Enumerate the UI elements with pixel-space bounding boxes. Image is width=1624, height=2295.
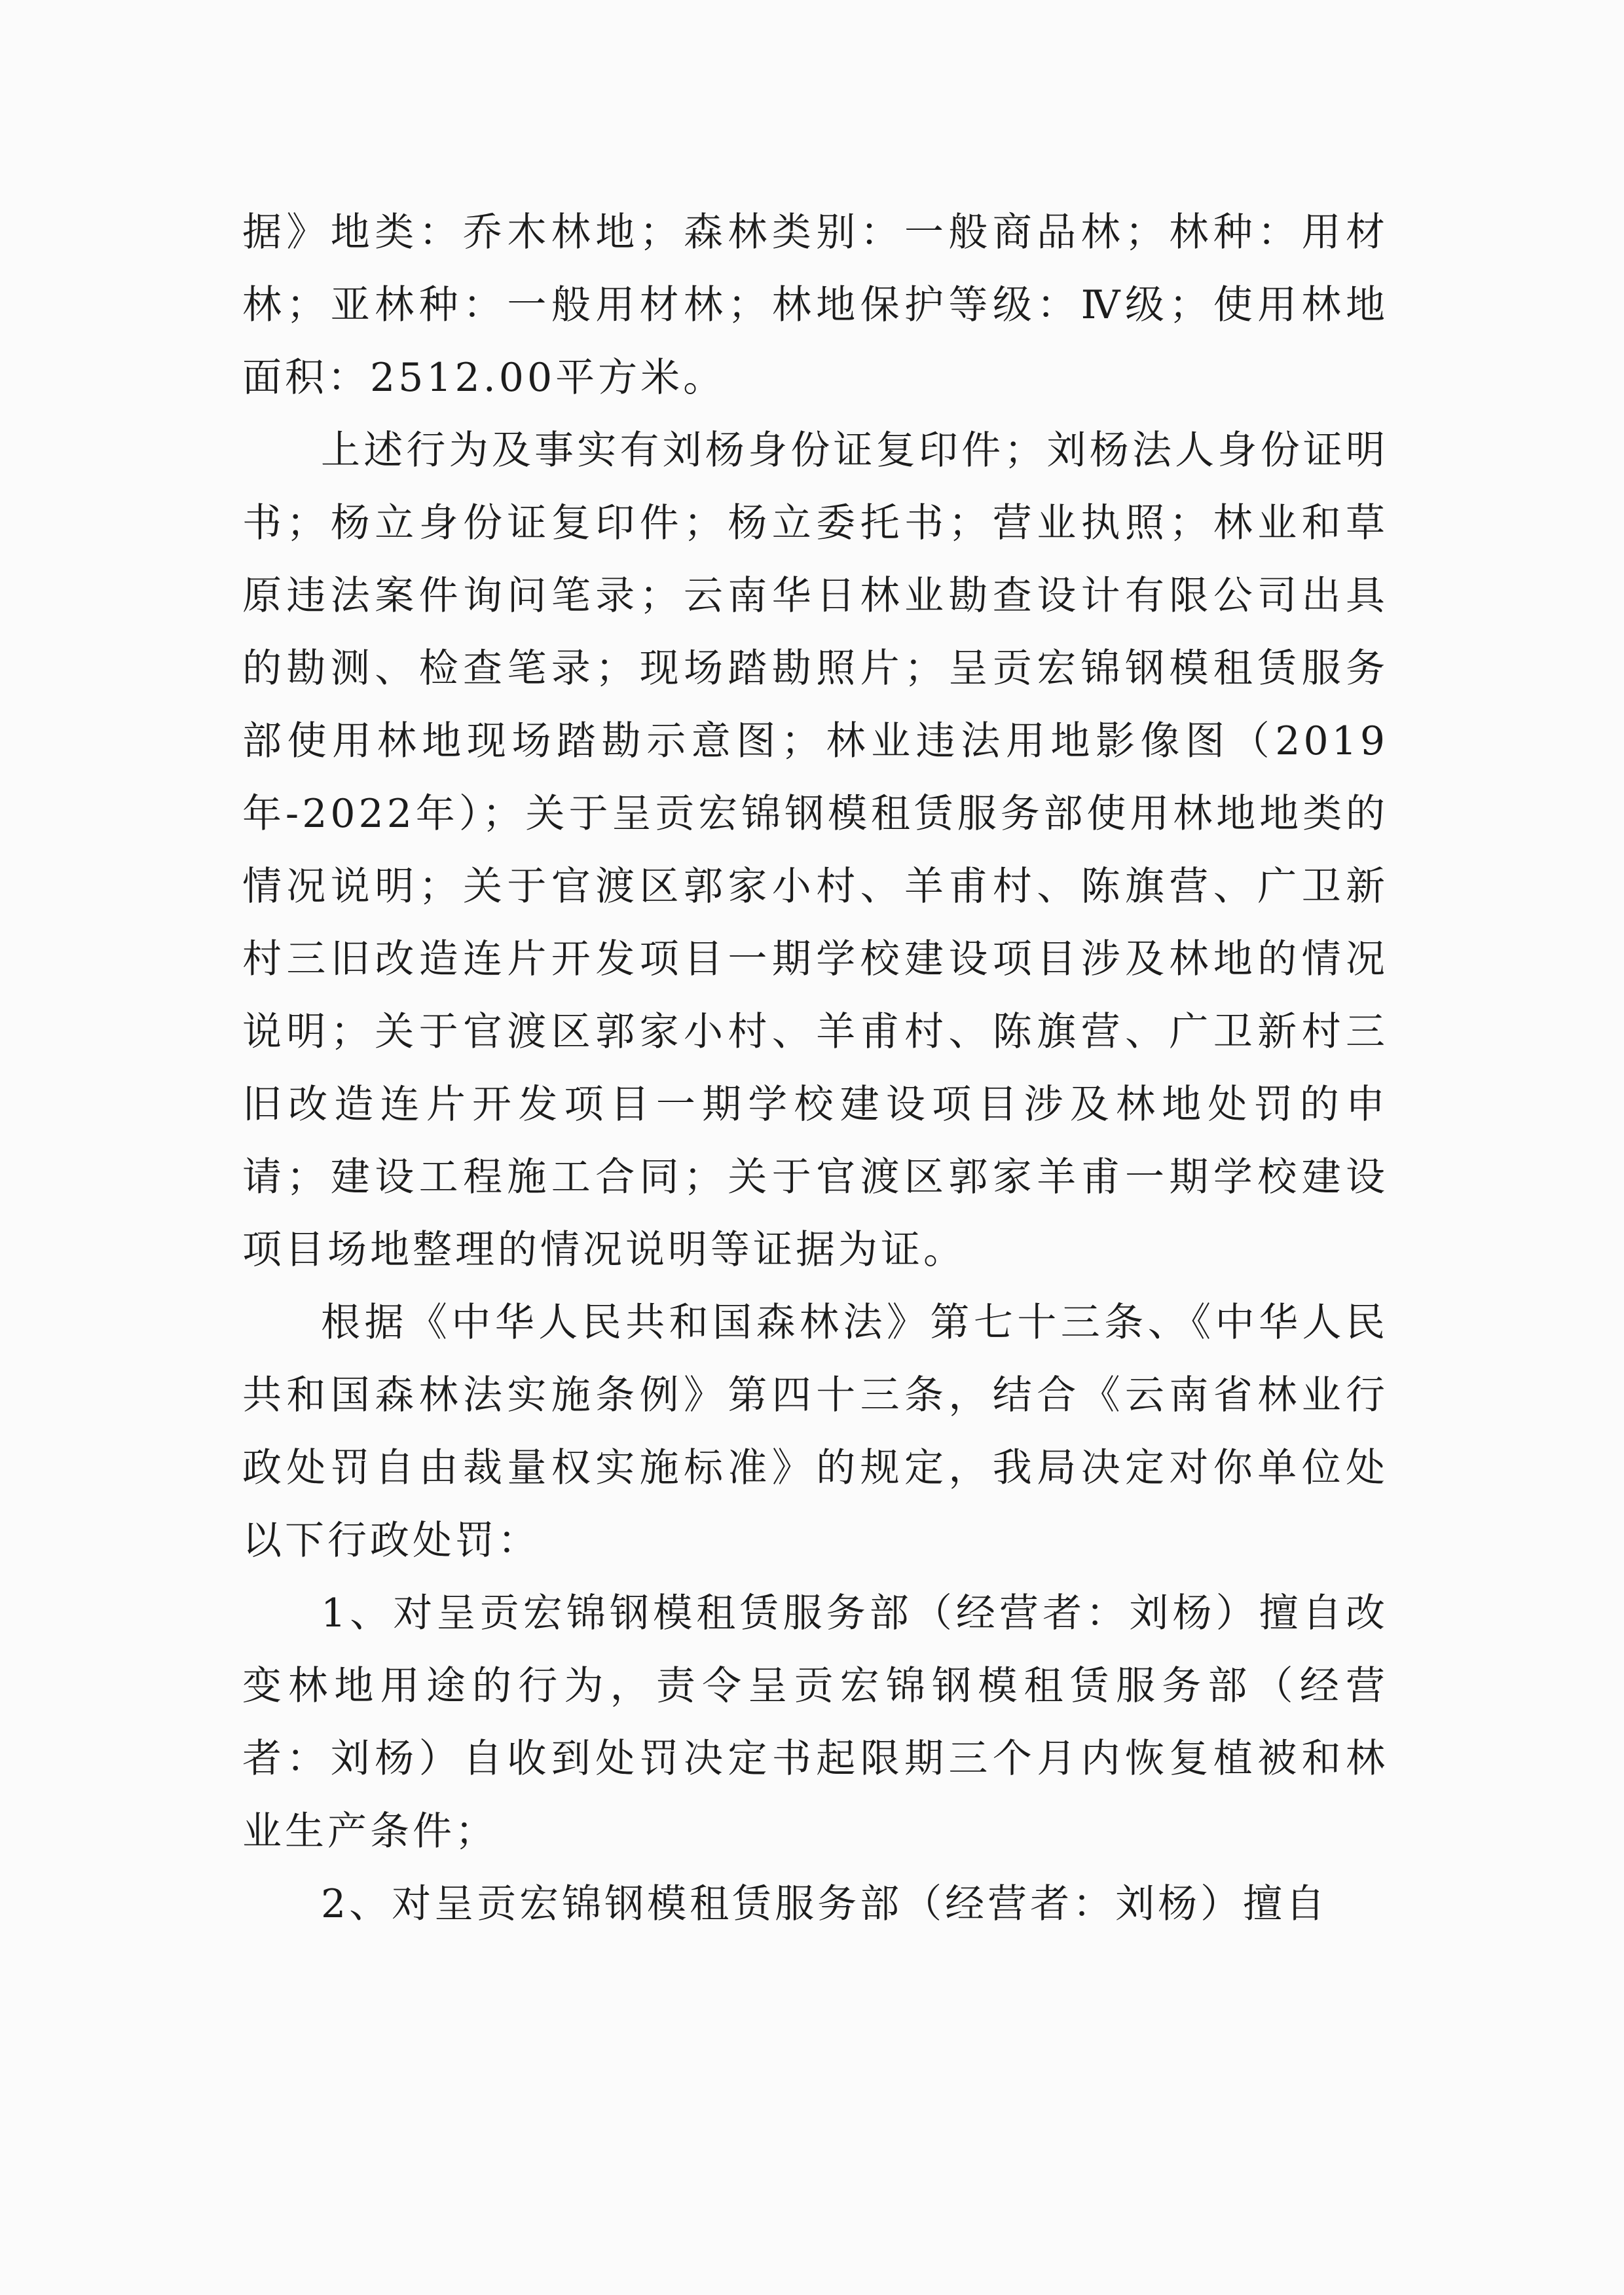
paragraph-penalty-item-1: 1、对呈贡宏锦钢模租赁服务部（经营者：刘杨）擅自改变林地用途的行为，责令呈贡宏锦钢模租赁服务部（经营者：刘杨）自收到处罚决定书起限期三个月内恢复植被和林业生产条件； <box>242 1590 1388 1854</box>
paragraph-land-classification: 据》地类：乔木林地；森林类别：一般商品林；林种：用材林；亚林种：一般用材林；林地保护等级：Ⅳ级；使用林地面积：2512.00平方米。 <box>242 210 1388 401</box>
paragraph-evidence-list: 上述行为及事实有刘杨身份证复印件；刘杨法人身份证明书；杨立身份证复印件；杨立委托书；营业执照；林业和草原违法案件询问笔录；云南华日林业勘查设计有限公司出具的勘测、检查笔录；现场踏勘照片；呈贡宏锦钢模租赁服务部使用林地现场踏勘示意图；林业违法用地影像图（2019年-2022年）；关于呈贡宏锦钢模租赁服务部使用林地地类的情况说明；关于官渡区郭家小村、羊甫村、陈旗营、广卫新村三旧改造连片开发项目一期学校建设项目涉及林地的情况说明；关于官渡区郭家小村、羊甫村、陈旗营、广卫新村三旧改造连片开发项目一期学校建设项目涉及林地处罚的申请；建设工程施工合同；关于官渡区郭家羊甫一期学校建设项目场地整理的情况说明等证据为证。 <box>242 428 1388 1273</box>
paragraph-penalty-item-2: 2、对呈贡宏锦钢模租赁服务部（经营者：刘杨）擅自 <box>321 1881 1329 1927</box>
document-body <box>242 196 1388 1941</box>
paragraph-legal-basis: 根据《中华人民共和国森林法》第七十三条、《中华人民共和国森林法实施条例》第四十三条，结合《云南省林业行政处罚自由裁量权实施标准》的规定，我局决定对你单位处以下行政处罚： <box>242 1300 1388 1564</box>
